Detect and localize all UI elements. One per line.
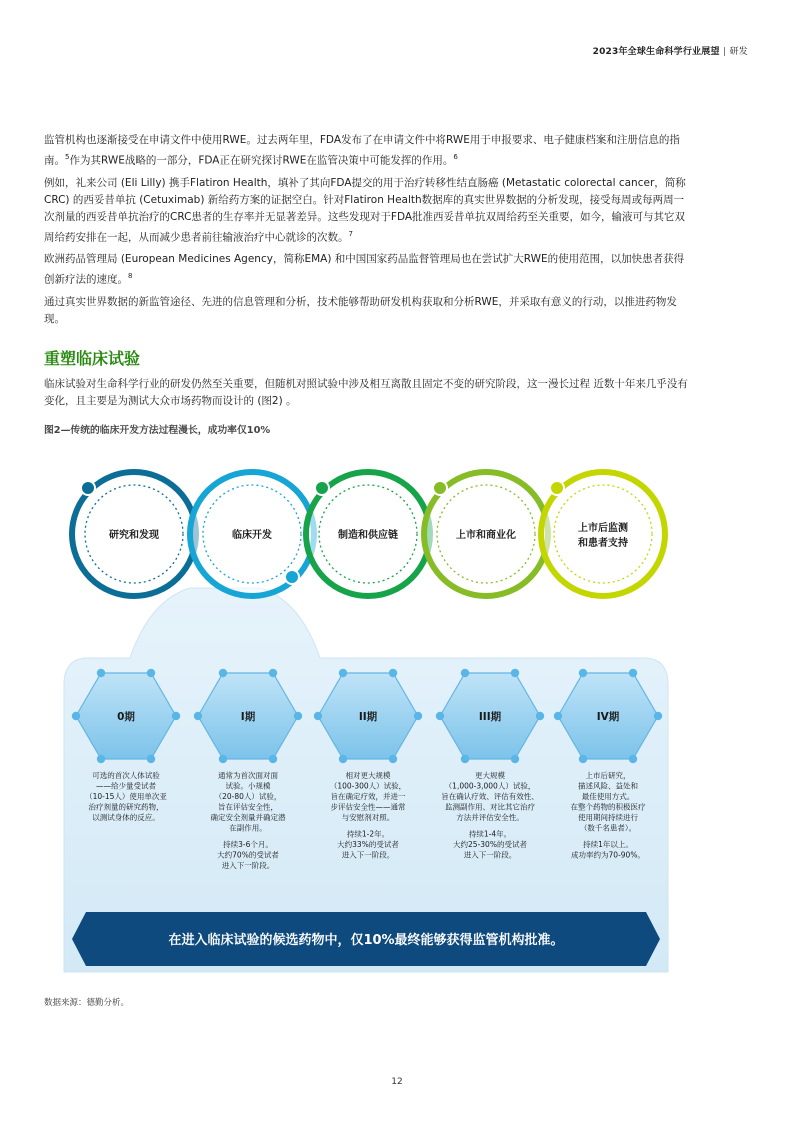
phase-description: 相对更大规模（100-300人）试验，旨在确定疗效，并进一步评估安全性——通常与安慰剂对照。 持续1-2年。大约33%的受试者进入下一阶段。 xyxy=(329,771,407,860)
hexagon-node-dot xyxy=(269,755,277,763)
stage-marker-dot xyxy=(81,481,95,495)
stage-4 xyxy=(424,472,548,596)
page-number: 12 xyxy=(391,1077,403,1087)
stage-5 xyxy=(541,472,665,596)
hexagon-node-dot xyxy=(194,712,202,720)
hexagon-node-dot xyxy=(72,712,80,720)
hexagon-node-dot xyxy=(511,669,519,677)
stage-3 xyxy=(306,472,430,596)
stage-label-line1: 上市后监测 xyxy=(578,523,628,534)
stage-label: 研究和发现 xyxy=(109,530,159,541)
header-separator: | xyxy=(723,47,727,57)
footnote-ref: 8 xyxy=(128,272,133,280)
footnote-ref: 7 xyxy=(348,230,353,238)
paragraph-4: 通过真实世界数据的新监管途径、先进的信息管理和分析，技术能够帮助研发机构获取和分析RWE，并采取有意义的行动，以推进药物发现。 xyxy=(44,296,677,325)
stage-label-line2: 和患者支持 xyxy=(578,538,628,549)
hexagon-node-dot xyxy=(147,755,155,763)
stage-1 xyxy=(72,472,196,596)
banner-text: 在进入临床试验的候选药物中，仅10%最终能够获得监管机构批准。 xyxy=(168,933,564,948)
hexagon-node-dot xyxy=(339,755,347,763)
phase-description: 通常为首次面对面试验。小规模（20-80人）试验，旨在评估安全性，确定安全剂量并确定潜在副作用。 持续3-6个月。大约70%的受试者进入下一阶段。 xyxy=(210,771,286,870)
hexagon-node-dot xyxy=(269,669,277,677)
figure-caption: 图2—传统的临床开发方法过程漫长，成功率仅10% xyxy=(44,425,271,436)
hexagon-node-dot xyxy=(579,755,587,763)
stage-marker-dot xyxy=(433,481,447,495)
phase-description: 更大规模（1,000-3,000人）试验，旨在确认疗效、评估有效性、监测副作用、对比其它治疗方法并评估安全性。 持续1-4年。大约25-30%的受试者进入下一阶段。 xyxy=(441,771,539,860)
paragraph-2: 例如，礼来公司 (Eli Lilly) 携手Flatiron Health，填补了其向FDA提交的用于治疗转移性结直肠癌 (Metastatic colorectal cancer，简称CRC) 的西妥昔单抗 (Cetuximab) 新给药方案的证据空白。针对Flatiron Health数据库的真实世界数据的分析发现，接受每周或每两周一次剂量的西妥昔单抗治疗的CRC患者的生存率并无显著差异。这些发现对于FDA批准西妥昔单抗双周给药至关重要，如今，输液可与其它双周给药安排在一起，从而减少患者前往输液治疗中心就诊的次数。$^7$ xyxy=(44,177,686,244)
stage-label: 临床开发 xyxy=(232,530,272,541)
phase-label: III期 xyxy=(478,711,502,723)
hexagon-node-dot xyxy=(579,669,587,677)
phase-label: 0期 xyxy=(117,711,135,723)
hexagon-node-dot xyxy=(654,712,662,720)
hexagon-node-dot xyxy=(511,755,519,763)
hexagon-node-dot xyxy=(554,712,562,720)
header-section: 研发 xyxy=(729,47,748,57)
hexagon-node-dot xyxy=(389,669,397,677)
phase-label: II期 xyxy=(358,711,378,723)
page-header xyxy=(593,44,748,57)
section-paragraph: 临床试验对生命科学行业的研发仍然至关重要，但随机对照试验中涉及相互离散且固定不变的研究阶段，这一漫长过程 近数十年来几乎没有变化，且主要是为测试大众市场药物而设计的 (图2) 。 xyxy=(44,378,688,407)
hexagon-node-dot xyxy=(436,712,444,720)
hexagon-node-dot xyxy=(461,669,469,677)
hexagon-node-dot xyxy=(147,669,155,677)
paragraph-1: 监管机构也逐渐接受在申请文件中使用RWE。过去两年里，FDA发布了在申请文件中将RWE用于申报要求、电子健康档案和注册信息的指南。$^5$作为其RWE战略的一部分，FDA正在研究探讨RWE在监管决策中可能发挥的作用。$^6$ xyxy=(44,134,680,167)
hexagon-node-dot xyxy=(629,755,637,763)
phase-label: IV期 xyxy=(596,711,620,723)
hexagon-node-dot xyxy=(97,755,105,763)
hexagon-node-dot xyxy=(219,669,227,677)
section-heading: 重塑临床试验 xyxy=(44,349,141,368)
hexagon-node-dot xyxy=(294,712,302,720)
footnote-ref: 6 xyxy=(453,153,458,161)
stage-label: 制造和供应链 xyxy=(338,530,398,541)
hexagon-node-dot xyxy=(414,712,422,720)
report-title: 2023年全球生命科学行业展望 xyxy=(592,47,720,57)
stage-marker-dot xyxy=(550,481,564,495)
hexagon-node-dot xyxy=(172,712,180,720)
clinical-development-figure xyxy=(0,440,794,985)
stage-2 xyxy=(190,472,314,596)
hexagon-node-dot xyxy=(219,755,227,763)
conclusion-banner xyxy=(72,912,660,966)
hexagon-node-dot xyxy=(536,712,544,720)
stage-label: 上市和商业化 xyxy=(456,530,516,541)
phase-label: I期 xyxy=(240,711,256,723)
paragraph-3: 欧洲药品管理局 (European Medicines Agency，简称EMA) 和中国国家药品监督管理局也在尝试扩大RWE的使用范围，以加快患者获得创新疗法的速度。$^8$ xyxy=(44,253,685,286)
hexagon-node-dot xyxy=(389,755,397,763)
source-note: 数据来源：德勤分析。 xyxy=(44,998,130,1008)
hexagon-node-dot xyxy=(314,712,322,720)
stage-marker-dot xyxy=(315,481,329,495)
phase-description: 可选的首次人体试验——给少量受试者（10-15人）使用单次亚治疗剂量的研究药物，以测试身体的反应。 xyxy=(85,771,167,822)
hexagon-node-dot xyxy=(97,669,105,677)
hexagon-node-dot xyxy=(339,669,347,677)
stage-marker-dot xyxy=(285,570,299,584)
phase-description: 上市后研究，描述风险、益处和最佳使用方式。在整个药物的积极医疗使用期间持续进行（数千名患者）。 持续1年以上。成功率约为70-90%。 xyxy=(570,771,646,860)
hexagon-node-dot xyxy=(461,755,469,763)
hexagon-node-dot xyxy=(629,669,637,677)
footnote-ref: 5 xyxy=(65,153,70,161)
